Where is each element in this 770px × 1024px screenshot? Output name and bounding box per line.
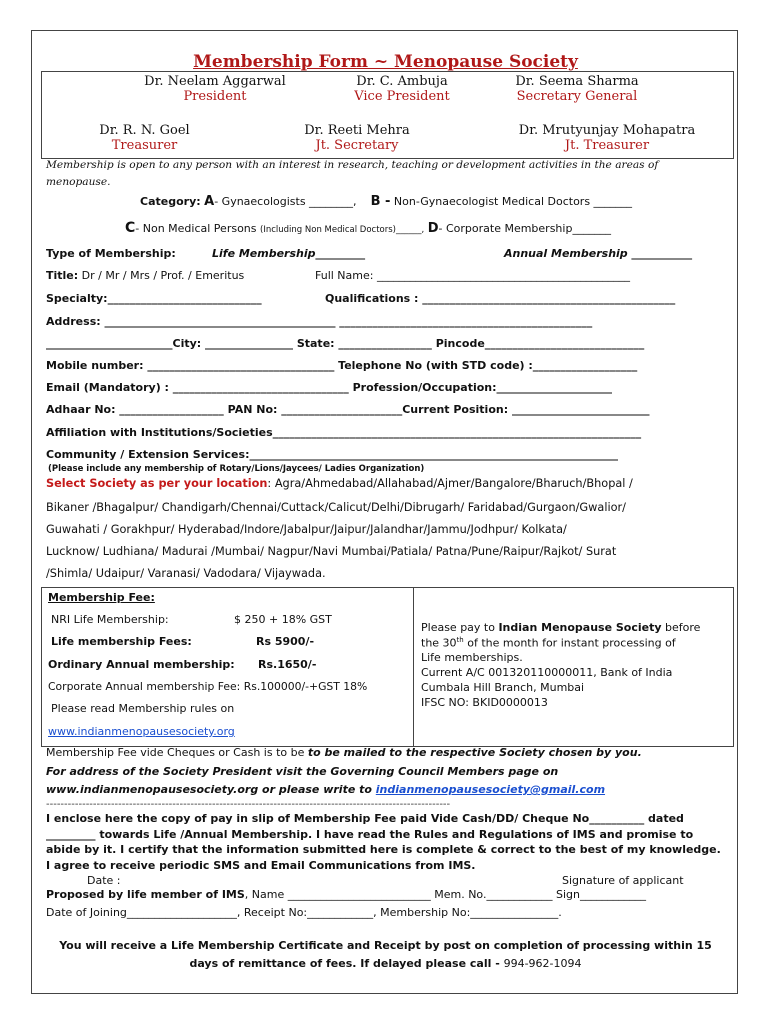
- governing-council-box: [41, 71, 734, 159]
- society-name: Indian Menopause Society: [498, 621, 662, 634]
- intro-text: Membership is open to any person with an interest in research, teaching or development activities in the areas of: [46, 159, 659, 171]
- officer-secretary-general: [487, 74, 667, 104]
- society-select-label: Select Society as per your location: [46, 477, 268, 490]
- email-link[interactable]: indianmenopausesociety@gmail.com: [375, 783, 606, 796]
- payment-post: before: [661, 621, 701, 634]
- category-d-field[interactable]: - Corporate Membership_______: [438, 222, 611, 235]
- nri-fee-value: $ 250 + 18% GST: [234, 613, 332, 626]
- intro-text-cont: menopause.: [46, 176, 111, 188]
- city-state-pincode-field[interactable]: _______________________City: ________________ State: _________________ Pincode_____________________________: [46, 337, 645, 350]
- declaration-line-2: _________ towards Life /Annual Membership. I have read the Rules and Regulations of IMS and promise to: [46, 828, 694, 841]
- proposer-fields[interactable]: , Name __________________________ Mem. No.____________ Sign____________: [244, 888, 646, 901]
- category-c-label: - Non Medical Persons: [135, 222, 257, 235]
- life-fee-value: Rs 5900/-: [256, 635, 315, 648]
- annual-fee-value: Rs.1650/-: [258, 658, 317, 671]
- fee-heading: Membership Fee:: [48, 591, 155, 604]
- rules-note: Please read Membership rules on: [51, 702, 235, 715]
- officer-name: Dr. Mrutyunjay Mohapatra: [518, 123, 696, 138]
- mailing-line-3: [46, 783, 605, 796]
- officer-name: Dr. Reeti Mehra: [304, 123, 410, 138]
- officer-role: Vice President: [354, 89, 450, 104]
- mobile-telephone-field[interactable]: Mobile number: __________________________________ Telephone No (with STD code) :___________________: [46, 359, 638, 372]
- payment-pre: Please pay to: [421, 621, 499, 634]
- payment-line-2: [421, 636, 676, 650]
- category-b-letter: B -: [370, 194, 391, 209]
- life-fee-label: Life membership Fees:: [51, 635, 192, 648]
- category-row-cd: [125, 220, 611, 236]
- full-name-field[interactable]: Full Name: ______________________________________________: [315, 269, 630, 282]
- email-profession-field[interactable]: Email (Mandatory) : ________________________________ Profession/Occupation:_____________________: [46, 381, 613, 394]
- include-note: (Please include any membership of Rotary/Lions/Jaycees/ Ladies Organization): [48, 464, 425, 474]
- nri-fee-label: NRI Life Membership:: [51, 613, 169, 626]
- qualifications-field[interactable]: Qualifications : ______________________________________________: [325, 292, 676, 305]
- proposer-label: Proposed by life member of IMS: [46, 888, 245, 901]
- officer-name: Dr. Neelam Aggarwal: [144, 74, 286, 89]
- society-select-line-1: [46, 477, 633, 490]
- officer-role: Secretary General: [516, 89, 638, 104]
- mailing-bold: to be mailed to the respective Society chosen by you.: [307, 746, 642, 759]
- officer-name: Dr. C. Ambuja: [356, 74, 448, 89]
- category-d-letter: D: [427, 221, 439, 236]
- title-label: Title:: [46, 269, 79, 282]
- address-field[interactable]: Address: __________________________________________ ______________________________________________: [46, 315, 593, 328]
- fee-box-divider: [413, 588, 414, 746]
- mailing-plain: Membership Fee vide Cheques or Cash is to be: [46, 746, 308, 759]
- officer-president: [120, 74, 310, 104]
- officer-name: Dr. R. N. Goel: [99, 123, 190, 138]
- payment-line-1: [421, 621, 700, 634]
- mailing-line-2: For address of the Society President visit the Governing Council Members page on: [46, 765, 559, 778]
- specialty-field[interactable]: Specialty:____________________________: [46, 292, 262, 305]
- officer-role: President: [183, 89, 247, 104]
- title-row: [46, 269, 244, 282]
- society-list-3[interactable]: Guwahati / Gorakhpur/ Hyderabad/Indore/Jabalpur/Jaipur/Jalandhar/Jammu/Jodhpur/ Kolkata/: [46, 523, 567, 536]
- annual-membership-field[interactable]: Annual Membership ___________: [504, 247, 693, 260]
- annual-fee-label: Ordinary Annual membership:: [48, 658, 235, 671]
- footer-line-2: [32, 957, 739, 970]
- adhaar-pan-position-field[interactable]: Adhaar No: ___________________ PAN No: ______________________Current Position: _________________________: [46, 403, 650, 416]
- payment-date-rest: of the month for instant processing of: [463, 636, 676, 650]
- signature-label[interactable]: Signature of applicant: [562, 874, 684, 887]
- officer-role: Treasurer: [111, 138, 178, 153]
- officer-name: Dr. Seema Sharma: [515, 74, 639, 89]
- membership-fee-box: [41, 587, 734, 747]
- category-label: Category:: [140, 195, 201, 208]
- life-membership-field[interactable]: Life Membership_________: [212, 247, 366, 260]
- proposer-row: [46, 888, 646, 901]
- category-a-field[interactable]: - Gynaecologists ________,: [214, 195, 357, 208]
- mailing-line-1: [46, 746, 642, 759]
- category-b-field[interactable]: Non-Gynaecologist Medical Doctors _______: [393, 195, 633, 208]
- officer-role: Jt. Treasurer: [564, 138, 650, 153]
- officer-jt-treasurer: [497, 123, 717, 153]
- affiliation-field[interactable]: Affiliation with Institutions/Societies___________________________________________________________________: [46, 426, 642, 439]
- officer-role: Jt. Secretary: [315, 138, 399, 153]
- title-options[interactable]: Dr / Mr / Mrs / Prof. / Emeritus: [81, 269, 245, 282]
- declaration-line-4: I agree to receive periodic SMS and Email Communications from IMS.: [46, 859, 476, 872]
- membership-type-label: Type of Membership:: [46, 247, 176, 260]
- society-list-4[interactable]: Lucknow/ Ludhiana/ Madurai /Mumbai/ Nagpur/Navi Mumbai/Patiala/ Patna/Pune/Raipur/Rajkot/ Surat: [46, 545, 617, 558]
- community-services-field[interactable]: Community / Extension Services:___________________________________________________________________: [46, 448, 618, 461]
- category-c-field[interactable]: (Including Non Medical Doctors)______,: [260, 225, 425, 235]
- footer-note: days of remittance of fees. If delayed please call -: [189, 957, 504, 970]
- society-list-2[interactable]: Bikaner /Bhagalpur/ Chandigarh/Chennai/Cuttack/Calicut/Delhi/Dibrugarh/ Faridabad/Gurgaon/Gwalior/: [46, 501, 626, 514]
- category-row-ab: [140, 194, 632, 209]
- website-link[interactable]: www.indianmenopausesociety.org: [48, 725, 235, 738]
- date-label[interactable]: Date :: [87, 874, 121, 887]
- footer-line-1: You will receive a Life Membership Certificate and Receipt by post on completion of processing within 15: [59, 939, 712, 952]
- corporate-fee: Corporate Annual membership Fee: Rs.100000/-+GST 18%: [48, 680, 368, 693]
- membership-form: [31, 30, 738, 994]
- ifsc-code: IFSC NO: BKID0000013: [421, 696, 548, 709]
- payment-date-text: the 30: [421, 636, 457, 650]
- payment-date-sup: th: [456, 636, 464, 644]
- category-c-letter: C: [125, 220, 136, 236]
- joining-row[interactable]: Date of Joining____________________, Receipt No:____________, Membership No:________________.: [46, 906, 562, 919]
- officer-jt-secretary: [272, 123, 442, 153]
- account-number: Current A/C 001320110000011, Bank of India: [421, 666, 673, 679]
- officer-vice-president: [317, 74, 487, 104]
- society-list-1[interactable]: : Agra/Ahmedabad/Allahabad/Ajmer/Bangalore/Bharuch/Bhopal /: [267, 477, 633, 490]
- society-list-5[interactable]: /Shimla/ Udaipur/ Varanasi/ Vadodara/ Vijaywada.: [46, 567, 326, 580]
- declaration-line-1: I enclose here the copy of pay in slip of Membership Fee paid Vide Cash/DD/ Cheque No__________ dated: [46, 812, 684, 825]
- bank-branch: Cumbala Hill Branch, Mumbai: [421, 681, 585, 694]
- cut-separator: ----------------------------------------------------------------------------------------------------------------: [46, 799, 451, 810]
- footer-phone: 994-962-1094: [503, 957, 582, 970]
- payment-line-3: Life memberships.: [421, 651, 523, 664]
- form-title: Membership Form ~ Menopause Society: [193, 52, 578, 72]
- mailing-website: www.indianmenopausesociety.org or please write to: [46, 783, 376, 796]
- officer-treasurer: [62, 123, 227, 153]
- category-a-letter: A: [204, 194, 215, 209]
- declaration-line-3: abide by it. I certify that the information submitted here is complete & correct to the best of my knowledge.: [46, 843, 721, 856]
